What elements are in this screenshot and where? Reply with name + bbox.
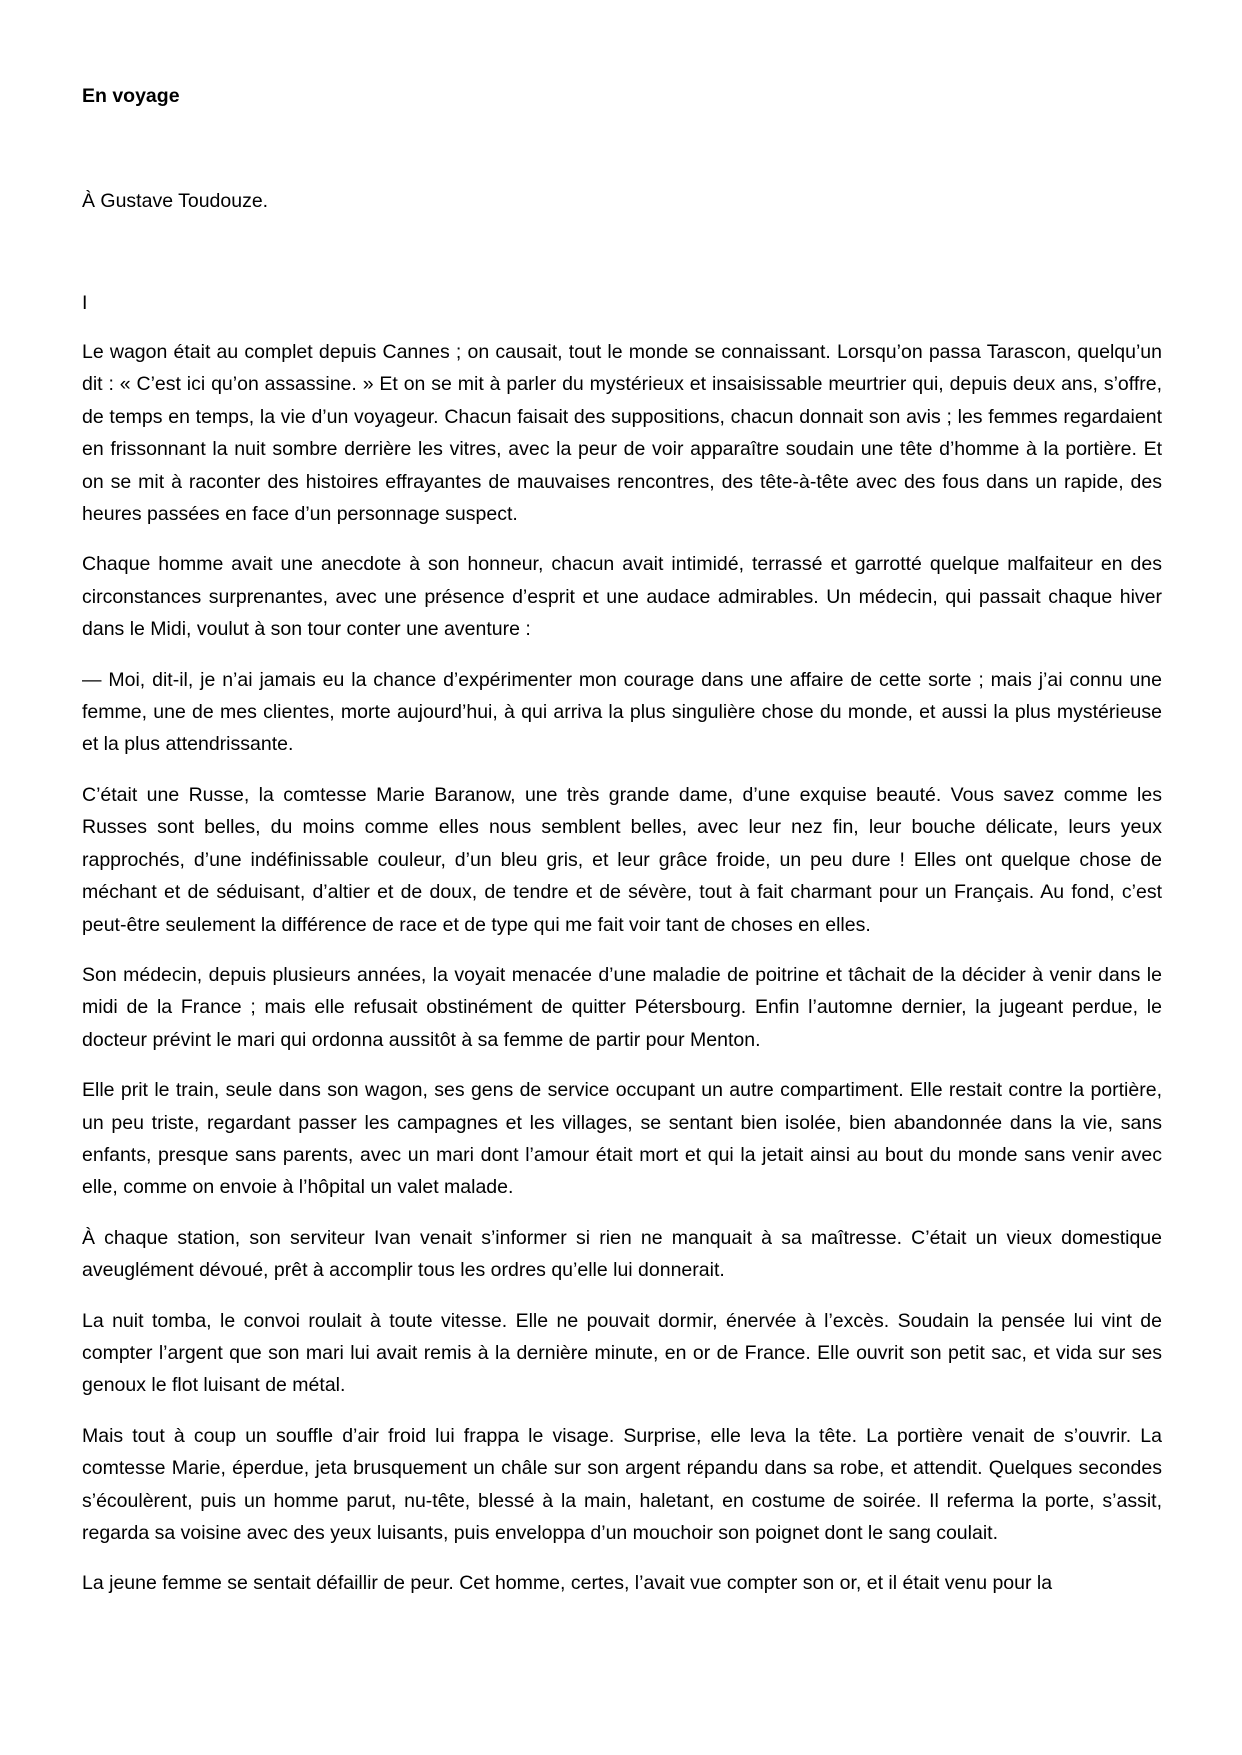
document-title: En voyage: [82, 85, 180, 107]
section-number: I: [82, 292, 88, 314]
dedication: À Gustave Toudouze.: [82, 190, 269, 212]
body-text: [82, 336, 1162, 1618]
paragraph: À chaque station, son serviteur Ivan venait s’informer si rien ne manquait à sa maîtresse. C’était un vieux domestique aveuglément dévoué, prêt à accomplir tous les ordres qu’elle lui donnerait.: [82, 1226, 1162, 1282]
paragraph: C’était une Russe, la comtesse Marie Baranow, une très grande dame, d’une exquise beauté. Vous savez comme les Russes sont belles, du moins comme elles nous semblent belles, avec leur nez fin, leur bouche délicate, leurs yeux rapprochés, d’une indéfinissable couleur, d’un bleu gris, et leur grâce froide, un peu dure ! Elles ont quelque chose de méchant et de séduisant, d’altier et de doux, de tendre et de sévère, tout à fait charmant pour un Français. Au fond, c’est peut-être seulement la différence de race et de type qui me fait voir tant de choses en elles.: [82, 783, 1162, 936]
paragraph: La nuit tomba, le convoi roulait à toute vitesse. Elle ne pouvait dormir, énervée à l’excès. Soudain la pensée lui vint de compter l’argent que son mari lui avait remis à la dernière minute, en or de France. Elle ouvrit son petit sac, et vida sur ses genoux le flot luisant de métal.: [82, 1309, 1162, 1397]
paragraph: Chaque homme avait une anecdote à son honneur, chacun avait intimidé, terrassé et garrotté quelque malfaiteur en des circonstances surprenantes, avec une présence d’esprit et une audace admirables. Un médecin, qui passait chaque hiver dans le Midi, voulut à son tour conter une aventure :: [82, 553, 1162, 641]
paragraph: Le wagon était au complet depuis Cannes ; on causait, tout le monde se connaissant. Lorsqu’on passa Tarascon, quelqu’un dit : « C’est ici qu’on assassine. » Et on se mit à parler du mystérieux et insaisissable meurtrier qui, depuis deux ans, s’offre, de temps en temps, la vie d’un voyageur. Chacun faisait des suppositions, chacun donnait son avis ; les femmes regardaient en frissonnant la nuit sombre derrière les vitres, avec la peur de voir apparaître soudain une tête d’homme à la portière. Et on se mit à raconter des histoires effrayantes de mauvaises rencontres, des tête-à-tête avec des fous dans un rapide, des heures passées en face d’un personnage suspect.: [82, 341, 1162, 526]
paragraph: Elle prit le train, seule dans son wagon, ses gens de service occupant un autre compartiment. Elle restait contre la portière, un peu triste, regardant passer les campagnes et les villages, se sentant bien isolée, bien abandonnée dans la vie, sans enfants, presque sans parents, avec un mari dont l’amour était mort et qui la jetait ainsi au bout du monde sans venir avec elle, comme on envoie à l’hôpital un valet malade.: [82, 1079, 1162, 1199]
paragraph: Son médecin, depuis plusieurs années, la voyait menacée d’une maladie de poitrine et tâchait de la décider à venir dans le midi de la France ; mais elle refusait obstinément de quitter Pétersbourg. Enfin l’automne dernier, la jugeant perdue, le docteur prévint le mari qui ordonna aussitôt à sa femme de partir pour Menton.: [82, 963, 1162, 1051]
paragraph: — Moi, dit-il, je n’ai jamais eu la chance d’expérimenter mon courage dans une affaire de cette sorte ; mais j’ai connu une femme, une de mes clientes, morte aujourd’hui, à qui arriva la plus singulière chose du monde, et aussi la plus mystérieuse et la plus attendrissante.: [82, 668, 1162, 756]
paragraph: La jeune femme se sentait défaillir de peur. Cet homme, certes, l’avait vue compter son or, et il était venu pour la: [82, 1572, 1053, 1595]
paragraph: Mais tout à coup un souffle d’air froid lui frappa le visage. Surprise, elle leva la tête. La portière venait de s’ouvrir. La comtesse Marie, éperdue, jeta brusquement un châle sur son argent répandu dans sa robe, et attendit. Quelques secondes s’écoulèrent, puis un homme parut, nu-tête, blessé à la main, haletant, en costume de soirée. Il referma la porte, s’assit, regarda sa voisine avec des yeux luisants, puis enveloppa d’un mouchoir son poignet dont le sang coulait.: [82, 1424, 1162, 1544]
